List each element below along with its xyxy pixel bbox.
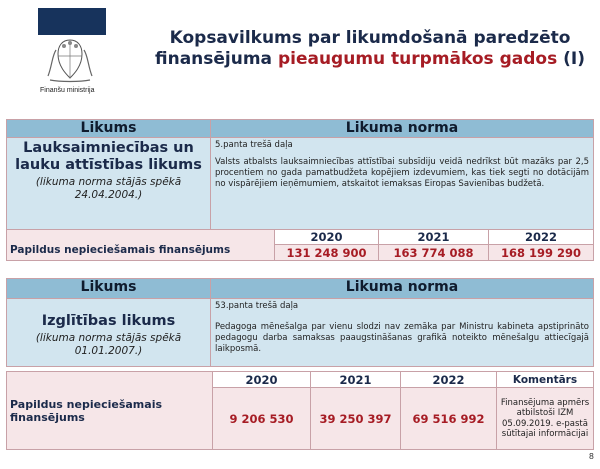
funding-label: Papildus nepieciešamais finansējums	[7, 372, 213, 450]
title-line-2-end: (I)	[557, 49, 585, 69]
year-header: 2022	[489, 230, 594, 245]
col-header-norm: Likuma norma	[211, 279, 594, 299]
col-header-norm: Likuma norma	[211, 120, 594, 138]
comment-text: Finansējuma apmērs atbilstoši IZM 05.09.2019. e-pastā sūtītajai informācijai	[497, 388, 594, 450]
funding-value: 131 248 900	[275, 245, 379, 261]
funding-table-2	[6, 371, 594, 450]
norm-text: Pedagoga mēnešalga par vienu slodzi nav zemāka par Ministru kabineta apstiprināto pedagogu darba samaksas paaugstināšanas grafikā noteikto mēnešalgu attiecīgajā laikposmā.	[215, 322, 589, 354]
page-number: 8	[588, 452, 594, 461]
year-header: 2021	[379, 230, 489, 245]
law-cell	[7, 299, 211, 367]
title-line-2	[150, 49, 590, 70]
law-table-2	[6, 278, 594, 367]
law-effective-note: (likuma norma stājās spēkā 01.01.2007.)	[35, 332, 182, 357]
funding-value: 69 516 992	[401, 388, 497, 450]
year-header: 2021	[311, 372, 401, 388]
page-title	[150, 28, 590, 70]
norm-cell	[211, 138, 594, 230]
norm-cell	[211, 299, 594, 367]
funding-value: 39 250 397	[311, 388, 401, 450]
year-header: 2020	[275, 230, 379, 245]
col-header-law: Likums	[7, 120, 211, 138]
funding-value: 163 774 088	[379, 245, 489, 261]
col-header-law: Likums	[7, 279, 211, 299]
norm-article: 5.panta trešā daļa	[215, 140, 293, 150]
funding-value: 168 199 290	[489, 245, 594, 261]
coat-of-arms-icon	[42, 36, 98, 84]
law-name: Izglītības likums	[41, 313, 176, 329]
title-line-2-start: finansējuma	[154, 49, 278, 69]
norm-text: Valsts atbalsts lauksaimniecības attīstībai subsīdiju veidā nedrīkst būt mazāks par 2,5 procentiem no gada pamatbudžeta kopējiem izdevumiem, kas tiek segti no dotācijām no vispārējiem ieņēmumiem, atskaitot iemaksas Eiropas Savienības budžetā.	[215, 157, 589, 189]
ministry-name: Finanšu ministrija	[40, 87, 95, 94]
law-table-1	[6, 119, 594, 230]
title-highlight: pieaugumu turpmākos gados	[277, 49, 558, 69]
funding-value: 9 206 530	[213, 388, 311, 450]
law-effective-note: (likuma norma stājās spēkā 24.04.2004.)	[35, 176, 182, 201]
funding-table-1	[6, 229, 594, 261]
year-header: 2022	[401, 372, 497, 388]
law-name: Lauksaimniecības un lauku attīstības likums	[15, 140, 202, 173]
comment-header: Komentārs	[497, 372, 594, 388]
funding-label: Papildus nepieciešamais finansējums	[7, 230, 275, 261]
title-line-1: Kopsavilkums par likumdošanā paredzēto	[169, 28, 571, 48]
norm-article: 53.panta trešā daļa	[215, 301, 299, 311]
year-header: 2020	[213, 372, 311, 388]
law-cell	[7, 138, 211, 230]
ministry-logo-square	[38, 8, 106, 35]
